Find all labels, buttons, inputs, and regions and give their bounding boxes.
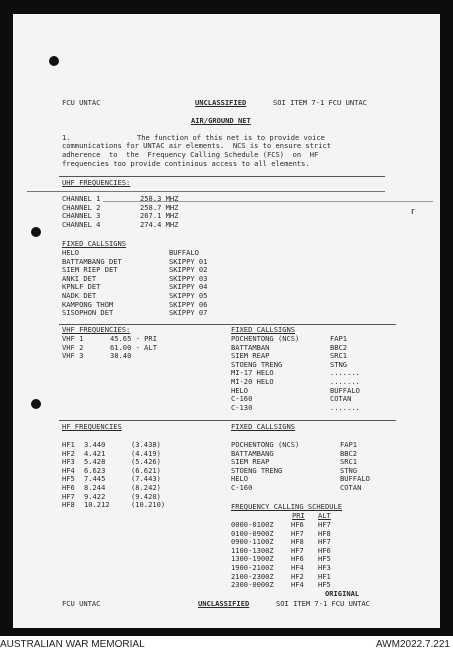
station-name: MI-17 HELO (231, 368, 274, 378)
hf-callsign-stations (231, 441, 299, 493)
hf-name: HF6 (62, 482, 75, 492)
hf-name: HF3 (62, 457, 75, 467)
vhf-name-list (62, 335, 83, 361)
punch-hole (31, 227, 41, 237)
fixed-callsign-stations (62, 249, 122, 318)
vhf-name: VHF 2 (62, 342, 84, 352)
fcs-alt: HF5 (318, 580, 331, 590)
fcs-pri: HF4 (291, 562, 304, 572)
fcs-pri: HF6 (291, 520, 304, 529)
hf-name: HF1 (62, 440, 75, 449)
station-name: POCHENTONG (NCS) (231, 440, 300, 449)
hf-frequency: 5.428 (84, 457, 106, 467)
hf-alt-frequency: (4.419) (131, 448, 161, 458)
archive-caption (0, 636, 453, 653)
uhf-channel-name: CHANNEL 3 (62, 211, 101, 221)
station-name: SIEM RIEP DET (62, 265, 118, 275)
station-name: NADK DET (62, 290, 97, 300)
hf-alt-frequency: (6.621) (131, 465, 161, 475)
uhf-channel-name: CHANNEL 1 (62, 194, 101, 203)
fcs-pri-list (291, 521, 304, 590)
document-page (13, 14, 440, 628)
callsign: SRC1 (340, 457, 358, 467)
station-name: SIEM REAP (231, 351, 270, 361)
station-name: KPNLF DET (62, 282, 101, 292)
uhf-channel-frequency: 258.7 MHZ (140, 202, 179, 212)
uhf-channel-frequency: 274.4 MHZ (140, 219, 179, 229)
hf-alt-frequency: (10.210) (131, 500, 166, 510)
header-right: SOI ITEM 7-1 FCU UNTAC (273, 98, 367, 107)
fcs-time: 0100-0900Z (231, 528, 274, 538)
hf-frequency-list (84, 441, 110, 510)
paragraph-line: adherence to the Frequency Calling Schedule (FCS) on HF (62, 150, 319, 159)
fcs-alt: HF8 (318, 528, 331, 538)
vhf-callsigns-heading: FIXED CALLSIGNS (231, 325, 296, 334)
callsign: STNG (330, 359, 348, 369)
station-name: ANKI DET (62, 273, 97, 283)
fcs-time: 1900-2100Z (231, 562, 274, 572)
callsign: ....... (330, 402, 360, 412)
station-name: C-160 (231, 482, 253, 492)
station-name: C-130 (231, 402, 253, 412)
station-name: BATTAMBANG DET (62, 256, 122, 266)
fcs-alt: HF6 (318, 545, 331, 555)
station-name: HELO (231, 385, 249, 395)
callsign: FAP1 (330, 334, 348, 343)
hf-frequency: 9.422 (84, 491, 106, 501)
vhf-frequency: 38.40 (110, 351, 132, 361)
callsign: FAP1 (340, 440, 358, 449)
uhf-channel-frequency: 267.1 MHZ (140, 211, 179, 221)
callsign: ....... (330, 368, 360, 378)
fcs-time: 2100-2300Z (231, 571, 274, 581)
callsign: BBC2 (340, 448, 358, 458)
uhf-heading: UHF FREQUENCIES: (62, 178, 131, 187)
uhf-channel-name: CHANNEL 4 (62, 219, 101, 229)
vhf-name: VHF 1 (62, 334, 84, 343)
hf-name: HF8 (62, 500, 75, 510)
section-rule (59, 420, 396, 421)
fcs-time: 0900-1100Z (231, 537, 274, 547)
hf-frequency: 6.623 (84, 465, 106, 475)
callsign: SKIPPY 03 (169, 273, 208, 283)
footer-left: FCU UNTAC (62, 599, 101, 608)
station-name: BATTAMBAN (231, 342, 270, 352)
fcs-pri: HF8 (291, 537, 304, 547)
hf-frequency: 8.244 (84, 482, 106, 492)
archive-reference: AWM2022.7.221 (375, 639, 450, 650)
hf-name: HF4 (62, 465, 75, 475)
hf-callsigns-heading: FIXED CALLSIGNS (231, 422, 296, 431)
fcs-time: 1300-1900Z (231, 554, 274, 564)
callsign: COTAN (340, 482, 362, 492)
fcs-alt: HF5 (318, 554, 331, 564)
hf-alt-frequency: (8.242) (131, 482, 161, 492)
document-title: AIR/GROUND NET (191, 116, 251, 125)
fcs-alt: HF1 (318, 571, 331, 581)
station-name: C-160 (231, 394, 253, 404)
vhf-frequency: 61.00 - ALT (110, 342, 157, 352)
hf-name: HF5 (62, 474, 75, 484)
station-name: KAMPONG THOM (62, 299, 114, 309)
paragraph-line: The function of this net is to provide voice (137, 133, 325, 142)
hf-name-list (62, 441, 75, 510)
station-name: HELO (231, 474, 249, 484)
fixed-callsign-values (169, 249, 207, 318)
station-name: SIEM REAP (231, 457, 270, 467)
fcs-pri: HF6 (291, 554, 304, 564)
callsign: BBC2 (330, 342, 348, 352)
stray-mark: r (411, 207, 415, 217)
hf-alt-frequency: (7.443) (131, 474, 161, 484)
station-name: SISOPHON DET (62, 308, 114, 318)
hf-alt-frequency: (3.438) (131, 440, 161, 449)
archive-name: AUSTRALIAN WAR MEMORIAL (0, 639, 145, 650)
callsign: SKIPPY 05 (169, 290, 208, 300)
fcs-pri: HF4 (291, 580, 304, 590)
section-rule (27, 191, 385, 192)
callsign: ....... (330, 376, 360, 386)
callsign: BUFFALO (169, 248, 199, 257)
fcs-time: 2300-0000Z (231, 580, 274, 590)
station-name: BATTAMBANG (231, 448, 274, 458)
paragraph-line: frequencies too provide continious access to all elements. (62, 159, 310, 168)
callsign: SKIPPY 07 (169, 308, 208, 318)
footer-right: SOI ITEM 7-1 FCU UNTAC (276, 599, 370, 608)
hf-frequency: 4.421 (84, 448, 106, 458)
callsign: SRC1 (330, 351, 348, 361)
punch-hole (49, 56, 59, 66)
station-name: STOENG TRENG (231, 465, 283, 475)
paragraph-line: communications for UNTAC air elements. NCS is to ensure strict (62, 141, 332, 150)
original-stamp: ORIGINAL (325, 589, 360, 598)
fcs-col-alt: ALT (318, 511, 331, 520)
callsign: SKIPPY 01 (169, 256, 208, 266)
vhf-frequency: 45.65 - PRI (110, 334, 157, 343)
station-name: MI-20 HELO (231, 376, 274, 386)
vhf-frequency-list (110, 335, 157, 361)
fcs-alt: HF3 (318, 562, 331, 572)
callsign: SKIPPY 04 (169, 282, 208, 292)
fcs-time-list (231, 521, 274, 590)
callsign: COTAN (330, 394, 352, 404)
vhf-name: VHF 3 (62, 351, 84, 361)
punch-hole (31, 399, 41, 409)
fixed-callsigns-heading: FIXED CALLSIGNS (62, 239, 127, 248)
callsign: BUFFALO (340, 474, 370, 484)
vhf-callsign-stations (231, 335, 299, 412)
callsign: STNG (340, 465, 358, 475)
paragraph-number: 1. (62, 133, 71, 142)
callsign: BUFFALO (330, 385, 360, 395)
hf-callsign-values (340, 441, 370, 493)
fcs-pri: HF7 (291, 545, 304, 555)
footer-classification: UNCLASSIFIED (198, 599, 250, 608)
vhf-callsign-values (330, 335, 360, 412)
uhf-frequency-list (140, 195, 178, 229)
header-classification: UNCLASSIFIED (195, 98, 247, 107)
fcs-pri: HF7 (291, 528, 304, 538)
callsign: SKIPPY 02 (169, 265, 208, 275)
hf-frequency: 10.212 (84, 500, 110, 510)
hf-alt-frequency-list (131, 441, 165, 510)
hf-name: HF7 (62, 491, 75, 501)
station-name: POCHENTONG (NCS) (231, 334, 300, 343)
vhf-heading: VHF FREQUENCIES: (62, 325, 131, 334)
fcs-time: 0000-0100Z (231, 520, 274, 529)
hf-frequency: 3.440 (84, 440, 106, 449)
station-name: STOENG TRENG (231, 359, 283, 369)
hf-frequency: 7.445 (84, 474, 106, 484)
fcs-col-pri: PRI (292, 511, 305, 520)
hf-alt-frequency: (5.426) (131, 457, 161, 467)
uhf-channel-name: CHANNEL 2 (62, 202, 101, 212)
hf-alt-frequency: (9.420) (131, 491, 161, 501)
hf-name: HF2 (62, 448, 75, 458)
fcs-time: 1100-1300Z (231, 545, 274, 555)
fcs-alt: HF7 (318, 520, 331, 529)
section-rule (59, 176, 385, 177)
fcs-alt: HF7 (318, 537, 331, 547)
fcs-pri: HF2 (291, 571, 304, 581)
fcs-heading: FREQUENCY CALLING SCHEDULE (231, 502, 343, 511)
callsign: SKIPPY 06 (169, 299, 208, 309)
hf-heading: HF FREQUENCIES (62, 422, 122, 431)
uhf-channel-list (62, 195, 100, 229)
uhf-channel-frequency: 258.3 MHZ (140, 194, 179, 203)
header-left: FCU UNTAC (62, 98, 101, 107)
station-name: HELO (62, 248, 80, 257)
fcs-alt-list (318, 521, 331, 590)
